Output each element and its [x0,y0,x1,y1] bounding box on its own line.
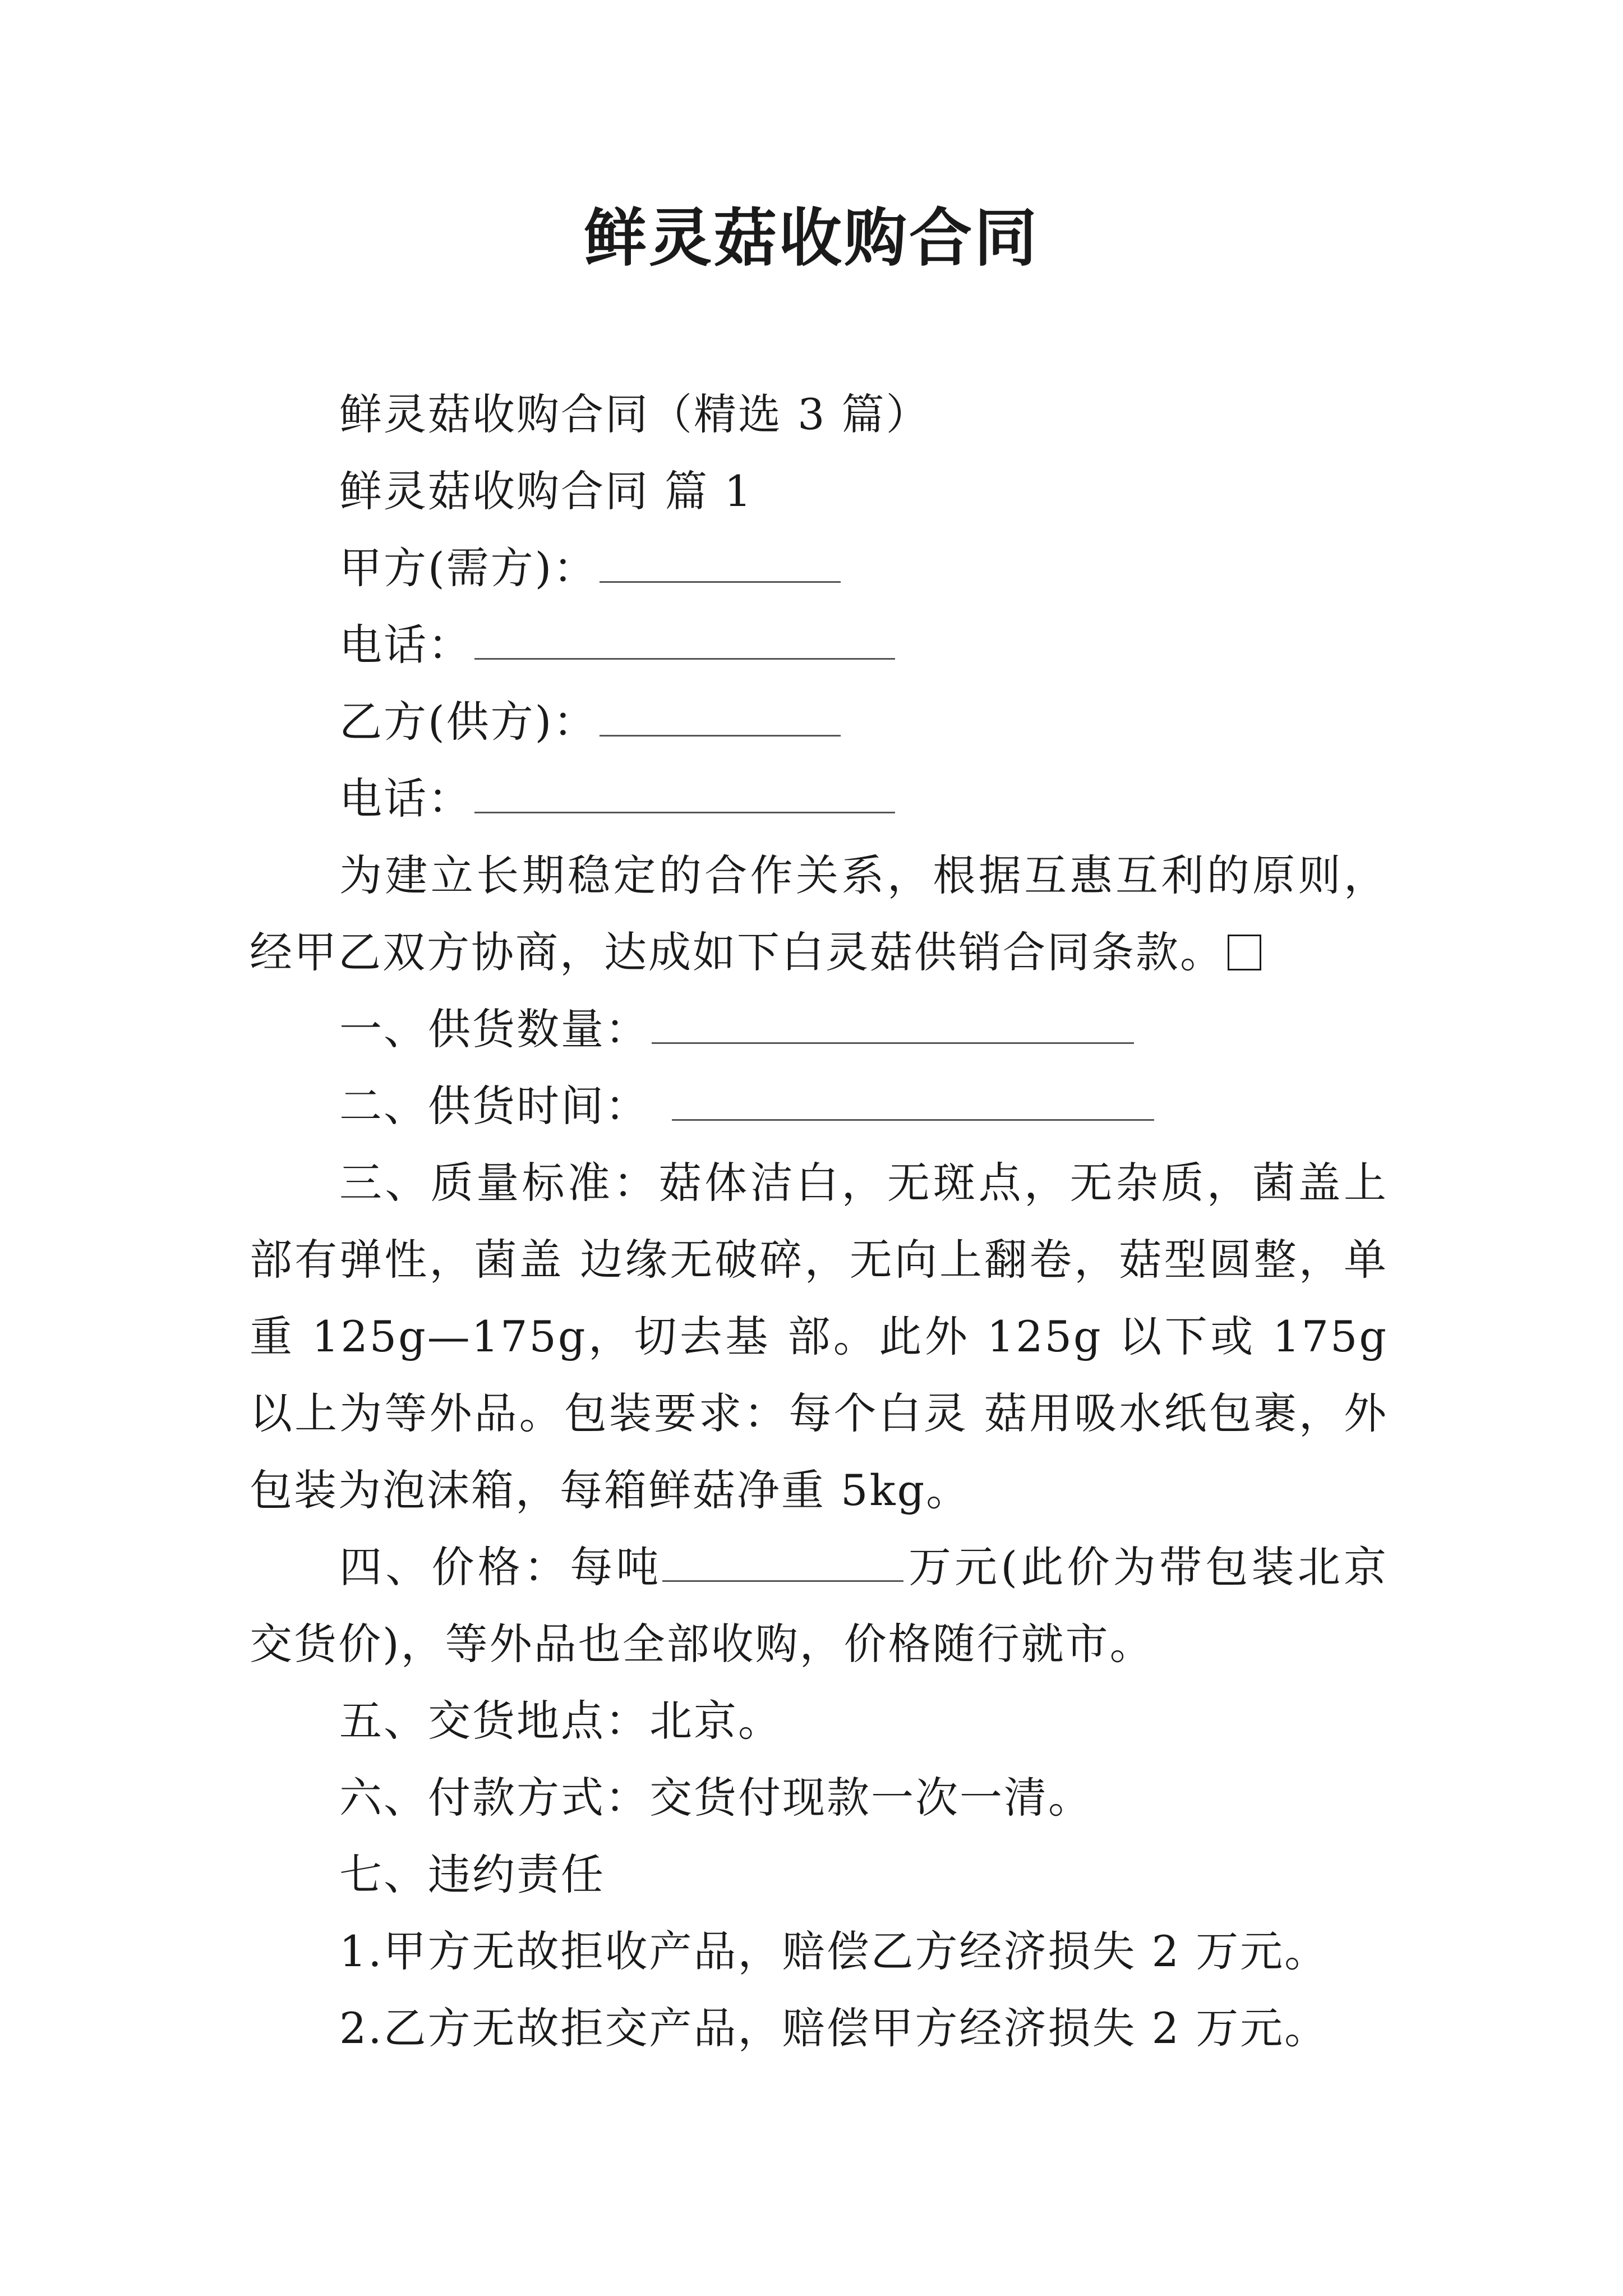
clause-7-heading: 七、违约责任 [339,1849,605,1899]
document-body [250,376,1388,2067]
party-a-blank [600,549,841,583]
party-b-line [250,683,1388,760]
document-title: 鲜灵菇收购合同 [584,201,1039,275]
clause-2-blank [672,1087,1154,1121]
party-a-label: 甲方(需方)： [339,543,598,593]
party-b-label: 乙方(供方)： [339,697,598,747]
phone-a-label: 电话： [339,620,472,670]
clause-4-prefix: 四、价格：每吨 [339,1542,662,1592]
phone-b-blank [474,779,895,813]
phone-b-label: 电话： [339,774,472,823]
section-heading: 鲜灵菇收购合同 篇 1 [339,466,753,516]
clause-7-item-2: 2.乙方无故拒交产品，赔偿甲方经济损失 2 万元。 [339,2003,1329,2053]
clause-4-price-blank [662,1548,903,1582]
clause-5-line: 五、交货地点：北京。 [339,1696,782,1746]
party-a-line [250,530,1388,606]
clause-6-line: 六、付款方式：交货付现款一次一清。 [339,1773,1092,1823]
party-b-blank [600,702,841,737]
clause-1-blank [652,1010,1134,1044]
clause-4-paragraph [250,1529,1388,1682]
subtitle: 鲜灵菇收购合同（精选 3 篇） [339,389,930,439]
clause-2-label: 二、供货时间： [339,1081,649,1131]
phone-b-line [250,760,1388,837]
clause-1-label: 一、供货数量： [339,1004,649,1054]
preamble-text: 为建立长期稳定的合作关系，根据互惠互利的原则，经甲乙双方协商，达成如下白灵菇供销合同条款。 [250,850,1388,977]
clause-1-line [250,991,1388,1068]
preamble-paragraph [250,837,1388,991]
phone-a-blank [474,625,895,660]
clause-7-item-1: 1.甲方无故拒收产品，赔偿乙方经济损失 2 万元。 [339,1926,1329,1976]
clause-3-paragraph: 三、质量标准：菇体洁白，无斑点，无杂质，菌盖上部有弹性，菌盖 边缘无破碎，无向上翻卷，菇型圆整，单重 125g—175g，切去基 部。此外 125g 以下或 175g 以上为等外品。包装要求：每个白灵 菇用吸水纸包裹，外包装为泡沫箱，每箱鲜菇净重 5kg。 [250,1158,1388,1515]
phone-a-line [250,606,1388,683]
clause-2-line [250,1068,1388,1144]
clause-4-suffix: 万元(此价为带包装北京交货价)，等外品也全部收购，价格随行就市。 [250,1542,1389,1669]
checkbox-glyph-icon [1228,935,1261,970]
